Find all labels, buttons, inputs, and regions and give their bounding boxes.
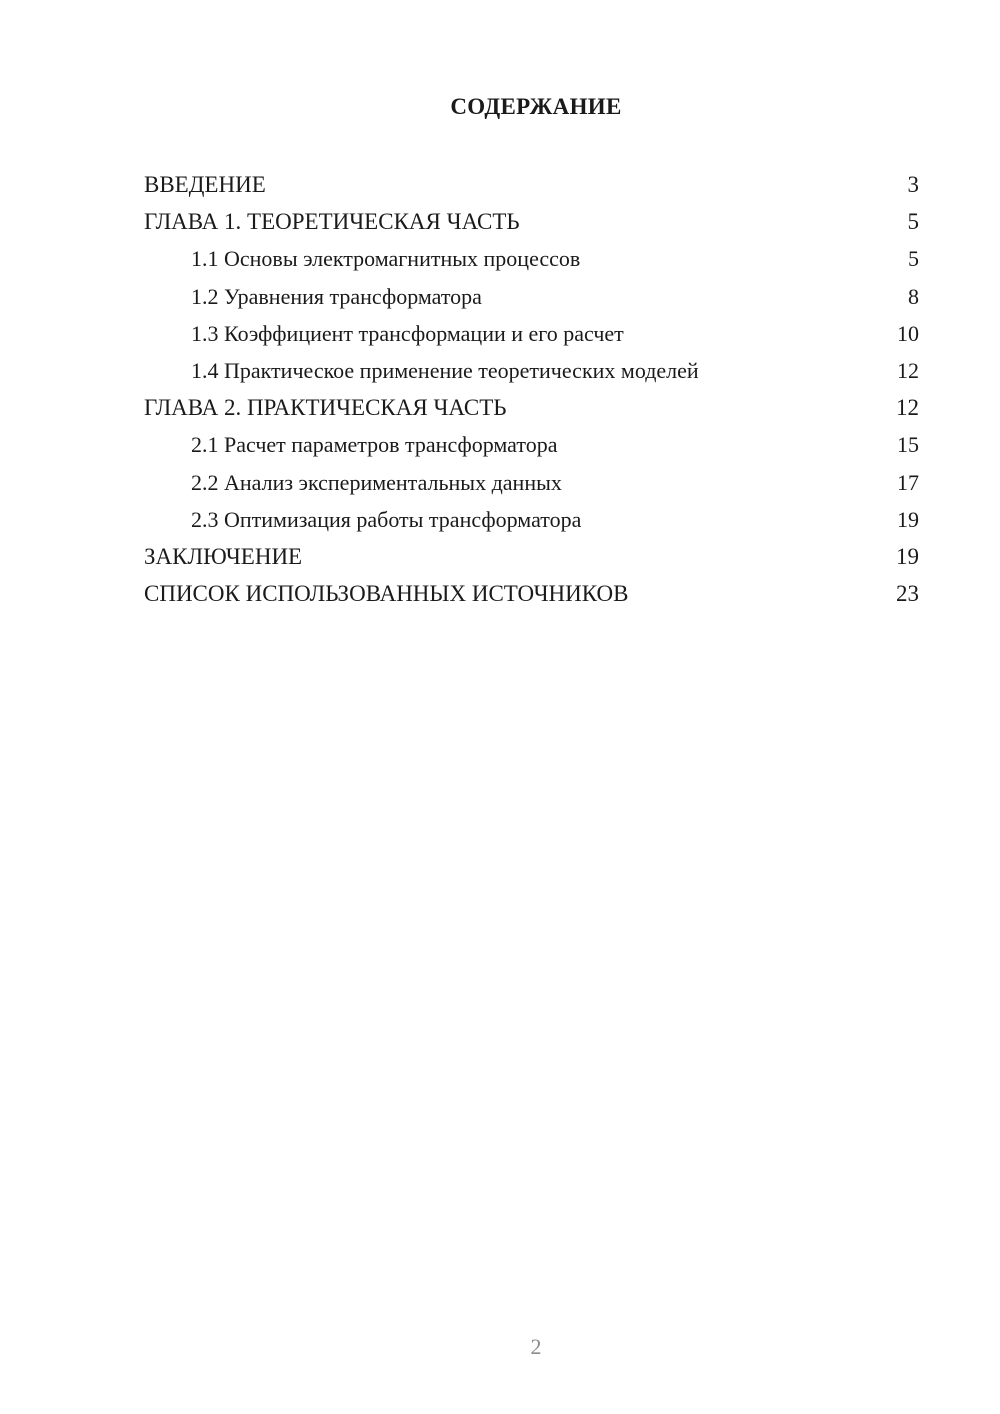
toc-entry-label: 2.1 Расчет параметров трансформатора [191, 432, 558, 458]
toc-entry-section-1-4[interactable] [144, 354, 919, 391]
table-of-contents [144, 168, 919, 614]
toc-entry-section-1-1[interactable] [144, 242, 919, 279]
toc-entry-introduction[interactable] [144, 168, 919, 205]
toc-entry-page: 10 [897, 320, 919, 346]
toc-entry-label: 1.2 Уравнения трансформатора [191, 283, 482, 309]
toc-entry-conclusion[interactable] [144, 540, 919, 577]
toc-entry-label: 1.3 Коэффициент трансформации и его расчет [191, 320, 624, 346]
toc-entry-page: 5 [907, 209, 919, 235]
toc-entry-label: ВВЕДЕНИЕ [144, 172, 266, 197]
page-title: СОДЕРЖАНИЕ [450, 94, 622, 119]
toc-entry-chapter-1[interactable] [144, 205, 919, 242]
toc-entry-page: 12 [897, 357, 919, 383]
toc-entry-references[interactable] [144, 577, 919, 614]
toc-entry-label: 2.2 Анализ экспериментальных данных [191, 469, 562, 495]
toc-entry-label: ГЛАВА 1. ТЕОРЕТИЧЕСКАЯ ЧАСТЬ [144, 209, 520, 235]
toc-entry-section-1-2[interactable] [144, 280, 919, 317]
toc-entry-page: 19 [897, 506, 919, 532]
toc-entry-section-2-2[interactable] [144, 466, 919, 503]
toc-entry-page: 3 [907, 172, 919, 197]
toc-entry-page: 19 [896, 543, 919, 569]
toc-entry-label: ГЛАВА 2. ПРАКТИЧЕСКАЯ ЧАСТЬ [144, 395, 507, 421]
toc-entry-section-2-1[interactable] [144, 428, 919, 465]
toc-entry-label: 1.4 Практическое применение теоретических моделей [191, 357, 699, 383]
toc-entry-section-2-3[interactable] [144, 503, 919, 540]
toc-entry-label: ЗАКЛЮЧЕНИЕ [144, 543, 303, 569]
toc-entry-page: 17 [897, 469, 919, 495]
toc-entry-section-1-3[interactable] [144, 317, 919, 354]
toc-entry-page: 8 [908, 283, 919, 309]
toc-entry-page: 12 [896, 395, 919, 421]
toc-entry-page: 5 [908, 246, 919, 272]
toc-entry-label: 1.1 Основы электромагнитных процессов [191, 246, 581, 272]
toc-entry-label: 2.3 Оптимизация работы трансформатора [191, 506, 582, 532]
toc-entry-label: СПИСОК ИСПОЛЬЗОВАННЫХ ИСТОЧНИКОВ [144, 581, 629, 607]
toc-entry-page: 15 [897, 432, 919, 458]
toc-entry-chapter-2[interactable] [144, 391, 919, 428]
page-number: 2 [530, 1334, 542, 1359]
toc-entry-page: 23 [896, 581, 919, 607]
